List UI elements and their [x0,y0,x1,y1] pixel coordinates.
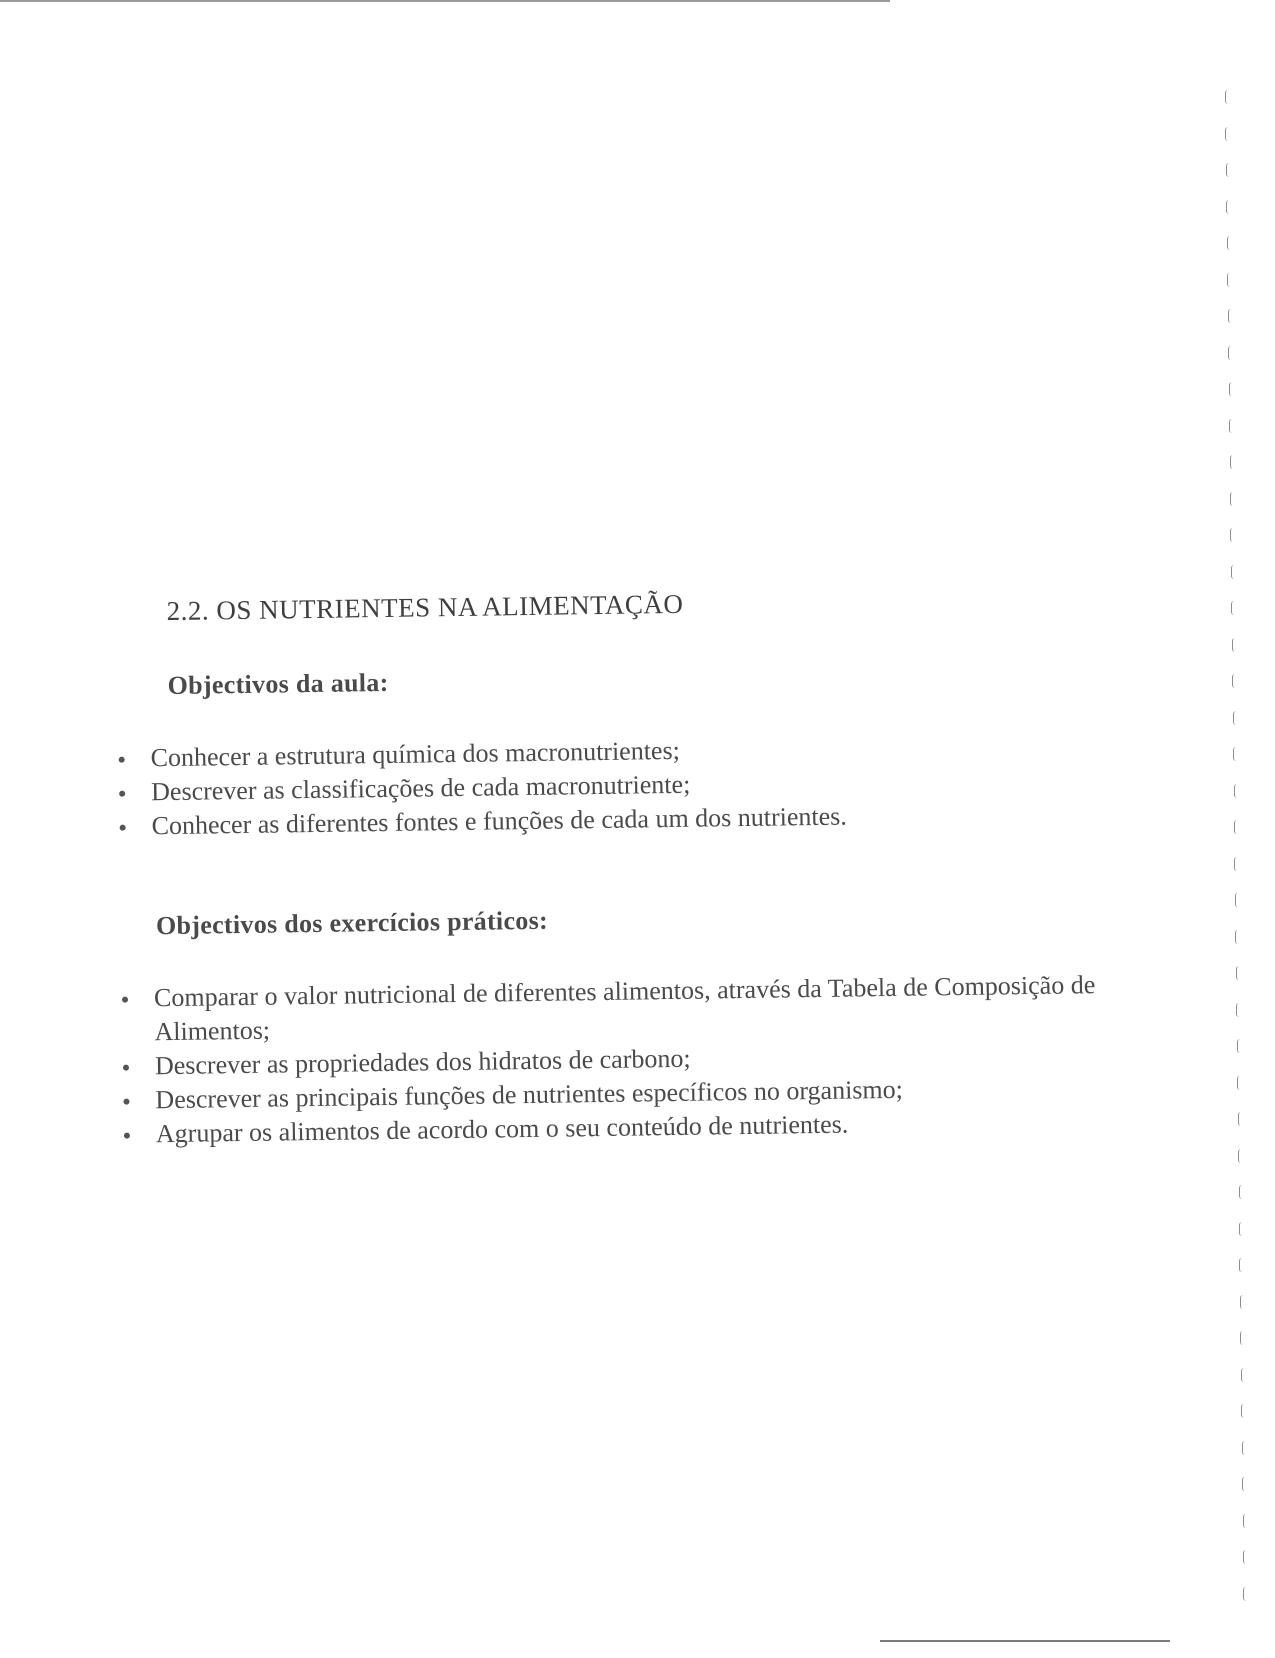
list-item-text: Descrever as propriedades dos hidratos de carbono; [154,1043,691,1081]
bullet-icon [124,1133,130,1139]
list-item-text: Agrupar os alimentos de acordo com o seu conteúdo de nutrientes. [155,1109,849,1149]
section-title: 2.2. OS NUTRIENTES NA ALIMENTAÇÃO [166,588,684,627]
list-item-text: Comparar o valor nutricional de diferentes alimentos, através da Tabela de Composição de Alimentos; [153,970,1096,1047]
list-item-text: Conhecer as diferentes fontes e funções de cada um dos nutrientes. [151,801,848,841]
practical-objectives-list [122,967,1164,1152]
list-item-text: Conhecer a estrutura química dos macronutrientes; [150,735,681,773]
list-item-text: Descrever as principais funções de nutrientes específicos no organismo; [155,1074,904,1115]
bullet-icon [119,757,125,763]
list-item-text: Descrever as classificações de cada macronutriente; [150,769,691,807]
aula-objectives-list [118,729,1019,844]
bullet-icon [122,997,128,1003]
bullet-icon [123,1099,129,1105]
bullet-icon [120,825,126,831]
practical-objectives-heading: Objectivos dos exercícios práticos: [155,905,549,941]
bullet-icon [123,1065,129,1071]
bullet-icon [119,791,125,797]
aula-objectives-heading: Objectivos da aula: [167,667,389,701]
